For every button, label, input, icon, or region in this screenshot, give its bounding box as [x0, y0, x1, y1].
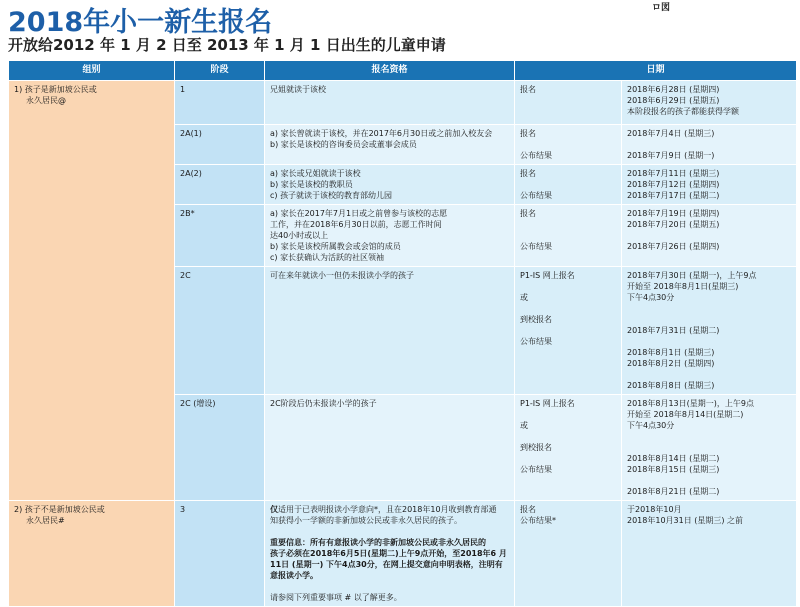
registration-step: 公布结果 — [520, 151, 552, 160]
important-info: 重要信息：所有有意报读小学的非新加坡公民或非永久居民的 — [270, 538, 486, 547]
registration-step: 报名 — [520, 209, 536, 218]
important-info: 意报读小学。 — [270, 571, 318, 580]
eligibility-item: 2C阶段后仍未报读小学的孩子 — [270, 399, 377, 408]
phase-label: 2A(2) — [180, 169, 202, 178]
date-item: 2018年7月11日 (星期三) — [627, 169, 720, 178]
eligibility-cell — [265, 165, 515, 205]
registration-step: 公布结果 — [520, 191, 552, 200]
table-row — [9, 81, 797, 125]
phase-cell — [175, 165, 265, 205]
registration-cell — [515, 501, 622, 607]
registration-step — [520, 453, 616, 464]
date-cell — [622, 81, 797, 125]
logo: ロ図 — [652, 3, 671, 13]
eligibility-intro — [270, 504, 509, 515]
registration-step — [520, 179, 616, 190]
phase-label: 2C (增设) — [180, 399, 216, 408]
eligibility-cell — [265, 81, 515, 125]
column-header-eligibility: 报名资格 — [265, 61, 515, 81]
eligibility-note: 请参阅下列重要事项 # 以了解更多。 — [270, 593, 402, 602]
date-item — [627, 336, 791, 347]
phase-label: 1 — [180, 85, 186, 94]
eligibility-item: 达40小时或以上 — [270, 231, 329, 240]
eligibility-cell — [265, 395, 515, 501]
important-info: 孩子必须在2018年6月5日(星期二)上午9点开始，至2018年6 月 — [270, 549, 507, 558]
registration-step — [520, 409, 616, 420]
date-item: 2018年7月30日 (星期一)，上午9点 — [627, 271, 757, 280]
eligibility-only: 仅 — [270, 505, 278, 514]
date-item — [627, 442, 791, 453]
page-title: 2018年小一新生报名 — [8, 7, 273, 38]
registration-cell — [515, 165, 622, 205]
date-item: 2018年7月9日 (星期一) — [627, 151, 715, 160]
registration-step: 公布结果 — [520, 242, 552, 251]
date-item — [627, 230, 791, 241]
phase-cell — [175, 501, 265, 607]
eligibility-item: a) 家长曾就读于该校，并在2017年6月30日或之前加入校友会 — [270, 129, 493, 138]
date-cell — [622, 125, 797, 165]
eligibility-item: 兄姐就读于该校 — [270, 85, 326, 94]
table-header-row — [9, 61, 797, 81]
eligibility-cell — [265, 501, 515, 607]
column-header-phase: 阶段 — [175, 61, 265, 81]
registration-step: 或 — [520, 293, 528, 302]
group-label: 永久居民@ — [26, 96, 66, 105]
table-row — [9, 501, 797, 607]
date-item: 2018年6月29日 (星期五) — [627, 96, 720, 105]
phase-cell — [175, 125, 265, 165]
phase-label: 2C — [180, 271, 191, 280]
registration-cell — [515, 81, 622, 125]
date-item: 2018年8月2日 (星期四) — [627, 359, 715, 368]
registration-table — [8, 60, 797, 607]
registration-step: 到校报名 — [520, 443, 552, 452]
date-item: 2018年8月15日 (星期三) — [627, 465, 720, 474]
date-cell — [622, 501, 797, 607]
date-item — [627, 314, 791, 325]
date-item: 2018年8月1日 (星期三) — [627, 348, 715, 357]
registration-step — [520, 139, 616, 150]
registration-step — [520, 303, 616, 314]
eligibility-item: 可在来年就读小一但仍未报读小学的孩子 — [270, 271, 414, 280]
registration-step: 公布结果 — [520, 465, 552, 474]
date-item: 开始至 2018年8月1日(星期三) — [627, 282, 739, 291]
eligibility-item: b) 家长是该校所属教会或会馆的成员 — [270, 242, 401, 251]
date-item: 2018年7月26日 (星期四) — [627, 242, 720, 251]
date-item — [627, 475, 791, 486]
phase-label: 2A(1) — [180, 129, 202, 138]
date-item: 2018年7月19日 (星期四) — [627, 209, 720, 218]
phase-cell — [175, 267, 265, 395]
date-item: 2018年10月31日 (星期三) 之前 — [627, 516, 744, 525]
registration-cell — [515, 395, 622, 501]
date-item — [627, 431, 791, 442]
date-item: 2018年8月21日 (星期二) — [627, 487, 720, 496]
group-label: 1) 孩子是新加坡公民或 — [14, 85, 97, 94]
eligibility-item: a) 家长或兄姐就读于该校 — [270, 169, 361, 178]
date-item: 下午4点30分 — [627, 421, 675, 430]
registration-step: 报名 — [520, 85, 536, 94]
registration-step: 或 — [520, 421, 528, 430]
date-item: 下午4点30分 — [627, 293, 675, 302]
phase-cell — [175, 81, 265, 125]
eligibility-item: c) 孩子就读于该校的教育部幼儿园 — [270, 191, 393, 200]
registration-step — [520, 431, 616, 442]
registration-step: 公布结果* — [520, 516, 556, 525]
date-item — [627, 303, 791, 314]
eligibility-cell — [265, 125, 515, 165]
eligibility-intro-text: 知获得小一学额的非新加坡公民或非永久居民的孩子。 — [270, 516, 462, 525]
date-item: 开始至 2018年8月14日(星期二) — [627, 410, 744, 419]
date-cell — [622, 395, 797, 501]
date-item: 2018年8月13日(星期一)，上午9点 — [627, 399, 754, 408]
date-item: 2018年7月12日 (星期四) — [627, 180, 720, 189]
group-cell — [9, 501, 175, 607]
date-item: 2018年6月28日 (星期四) — [627, 85, 720, 94]
phase-label: 2B* — [180, 209, 195, 218]
phase-cell — [175, 395, 265, 501]
registration-step: P1-IS 网上报名 — [520, 399, 575, 408]
date-item: 2018年7月4日 (星期三) — [627, 129, 715, 138]
eligibility-item: b) 家长是该校的教职员 — [270, 180, 353, 189]
registration-step — [520, 230, 616, 241]
group-label: 永久居民# — [26, 516, 65, 525]
registration-step: 到校报名 — [520, 315, 552, 324]
important-info: 11日 (星期一) 下午4点30分，在网上提交意向申明表格，注明有 — [270, 560, 503, 569]
date-item — [627, 369, 791, 380]
date-cell — [622, 165, 797, 205]
registration-step: P1-IS 网上报名 — [520, 271, 575, 280]
eligibility-cell — [265, 267, 515, 395]
date-item: 本阶段报名的孩子都能获得学额 — [627, 107, 739, 116]
page-subtitle: 开放给2012 年 1 月 2 日至 2013 年 1 月 1 日出生的儿童申请 — [8, 36, 446, 54]
registration-cell — [515, 205, 622, 267]
phase-cell — [175, 205, 265, 267]
date-item: 2018年8月14日 (星期二) — [627, 454, 720, 463]
registration-cell — [515, 267, 622, 395]
date-item: 2018年8月8日 (星期三) — [627, 381, 715, 390]
eligibility-cell — [265, 205, 515, 267]
registration-step — [520, 325, 616, 336]
group-label: 2) 孩子不是新加坡公民或 — [14, 505, 105, 514]
date-item: 2018年7月31日 (星期二) — [627, 326, 720, 335]
registration-step — [520, 281, 616, 292]
registration-step — [520, 219, 616, 230]
date-item — [627, 139, 791, 150]
eligibility-item: c) 家长获确认为活跃的社区领袖 — [270, 253, 385, 262]
column-header-group: 组别 — [9, 61, 175, 81]
date-item: 2018年7月17日 (星期二) — [627, 191, 720, 200]
eligibility-intro-text: 适用于已表明报读小学意向*，且在2018年10月收到教育部通 — [278, 505, 497, 514]
column-header-dates: 日期 — [515, 61, 797, 81]
eligibility-item: b) 家长是该校的咨询委员会或董事会成员 — [270, 140, 417, 149]
date-item: 于2018年10月 — [627, 505, 682, 514]
phase-label: 3 — [180, 505, 186, 514]
registration-step: 公布结果 — [520, 337, 552, 346]
date-cell — [622, 267, 797, 395]
date-item: 2018年7月20日 (星期五) — [627, 220, 720, 229]
registration-step: 报名 — [520, 169, 536, 178]
date-cell — [622, 205, 797, 267]
eligibility-item: a) 家长在2017年7月1日或之前曾参与该校的志愿 — [270, 209, 448, 218]
registration-step: 报名 — [520, 505, 536, 514]
group-cell — [9, 81, 175, 501]
registration-step: 报名 — [520, 129, 536, 138]
registration-cell — [515, 125, 622, 165]
eligibility-item: 工作，并在2018年6月30日以前，志愿工作时间 — [270, 220, 442, 229]
